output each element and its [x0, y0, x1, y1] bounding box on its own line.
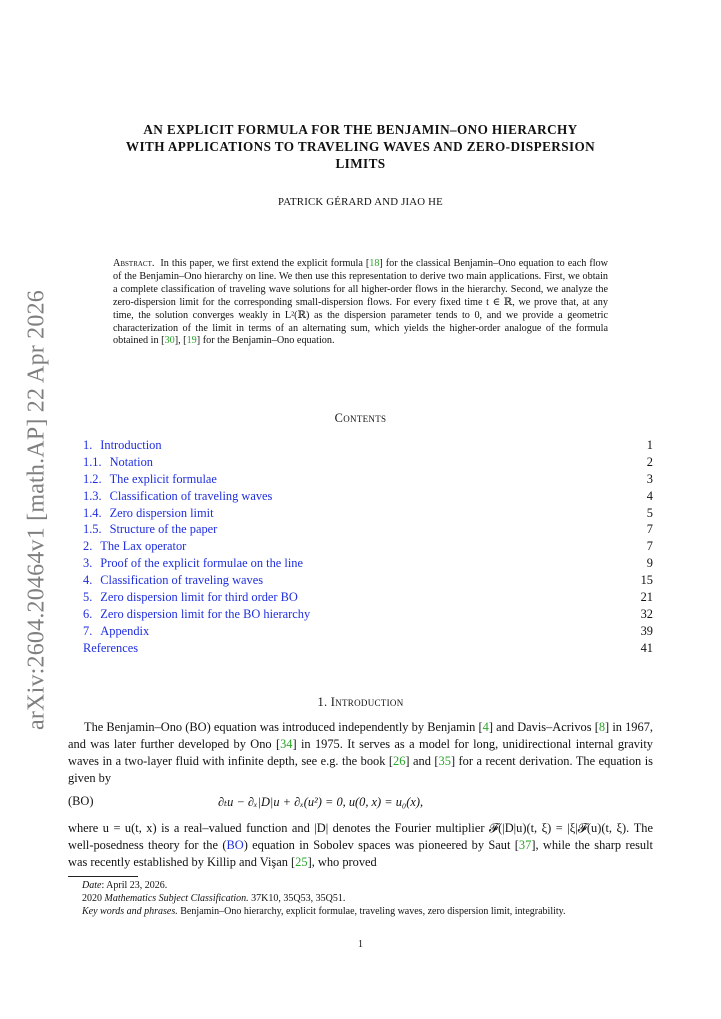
toc-entry-label[interactable]: Structure of the paper [109, 522, 218, 537]
footnote-value: : April 23, 2026. [101, 880, 168, 891]
toc-entry-label[interactable]: Classification of traveling waves [109, 488, 273, 503]
equation-body: ∂ₜu − ∂ₓ|D|u + ∂ₓ(u²) = 0, u(0, x) = u₀(x), [218, 795, 424, 809]
toc-entry-page: 1 [646, 438, 653, 452]
abstract-text: ] for the Benjamin–Ono equation. [196, 335, 335, 347]
footnotes [68, 879, 653, 918]
citation-link[interactable]: 37 [518, 838, 532, 852]
toc-entry-number: 4. [83, 573, 93, 588]
toc-entry-label[interactable]: Notation [109, 454, 153, 469]
paragraph-text: ) equation in Sobolev spaces was pioneered by Saut [ [243, 838, 519, 852]
title-line: LIMITS [335, 156, 386, 171]
contents-heading: Contents [334, 411, 387, 425]
footnote-value: 37K10, 35Q53, 35Q51. [248, 893, 346, 904]
toc-entry[interactable] [83, 437, 653, 454]
toc-entry[interactable] [83, 471, 653, 488]
toc-entry[interactable] [83, 640, 653, 657]
paper-title [60, 121, 661, 172]
title-line: WITH APPLICATIONS TO TRAVELING WAVES AND ZERO-DISPERSION [125, 139, 596, 154]
toc-entry-page: 41 [640, 640, 653, 655]
table-of-contents [83, 437, 653, 657]
abstract-text: ] for the classical Benjamin–Ono equation to each flow of the Benjamin–Ono hierarchy on line. We then use this representation to derive two main applications. First, we obtain a complete classification of traveling wave solutions for all higher-order flows in the hierarchy. Second, we analyze the zero-dispersion limit for the corresponding small-dispersion flows. For every fixed time t ∈ ℝ, we prove that, at any time, the solution converges weakly in L²(ℝ) as the dispersion parameter tends to 0, and we provide a geometric characterization of the limit in terms of an alternating sum, which yields the higher-order analogue of the formula obtained in [ [113, 258, 609, 347]
author-list: PATRICK GÉRARD AND JIAO HE [278, 196, 443, 208]
toc-entry-number: 5. [83, 590, 93, 605]
toc-entry-number: 1.5. [83, 522, 102, 537]
arxiv-identifier-stamp: arXiv:2604.20464v1 [math.AP] 22 Apr 2026 [23, 290, 50, 730]
paragraph-text: where u = u(t, x) is a real–valued function and |D| denotes the Fourier multiplier 𝓕(|D|u)(t, ξ) = |ξ|𝓕(u)(t, ξ). The well-posedness theory for the ( [68, 821, 653, 852]
footnote-divider [68, 876, 138, 877]
toc-entry[interactable] [83, 505, 653, 522]
paragraph-text: The Benjamin–Ono (BO) equation was introduced independently by Benjamin [ [84, 720, 483, 734]
equation-label: (BO) [68, 794, 94, 808]
citation-link[interactable]: 25 [295, 855, 308, 869]
toc-entry[interactable] [83, 572, 653, 589]
toc-entry-label[interactable]: The explicit formulae [109, 471, 217, 486]
toc-entry-page: 15 [640, 573, 653, 588]
intro-paragraph-continued [68, 820, 653, 871]
toc-entry-label[interactable]: Introduction [100, 438, 162, 452]
abstract [113, 258, 608, 348]
toc-entry[interactable] [83, 538, 653, 555]
toc-entry-page: 3 [646, 471, 653, 486]
abstract-label: Abstract. [113, 258, 155, 269]
toc-entry-page: 7 [646, 539, 653, 554]
toc-entry-number: 1. [83, 438, 93, 452]
footnote-msc [68, 892, 653, 905]
title-line: AN EXPLICIT FORMULA FOR THE BENJAMIN–ONO HIERARCHY [143, 122, 578, 137]
paragraph-text: ], while the sharp result was recently established by Killip and Vişan [ [68, 838, 653, 869]
toc-entry-page: 9 [646, 556, 653, 571]
citation-link[interactable]: 19 [186, 335, 197, 347]
toc-entry-label[interactable]: The Lax operator [100, 539, 187, 554]
citation-link[interactable]: 18 [369, 258, 380, 269]
bo-equation [68, 794, 653, 812]
toc-entry-label[interactable]: Zero dispersion limit for the BO hierarchy [100, 606, 311, 621]
equation-reference-link[interactable]: BO [226, 838, 244, 852]
toc-entry-number: 1.1. [83, 454, 102, 469]
toc-entry-label[interactable]: Proof of the explicit formulae on the line [100, 556, 303, 571]
toc-entry-page: 7 [646, 522, 653, 537]
paragraph-text: ] for a recent derivation. The equation is given by [68, 754, 653, 785]
footnote-label: Key words and phrases. [82, 906, 178, 917]
citation-link[interactable]: 26 [393, 754, 406, 768]
page-number: 1 [358, 939, 363, 950]
toc-entry-page: 2 [646, 454, 653, 469]
footnote-value: Benjamin–Ono hierarchy, explicit formulae, traveling waves, zero dispersion limit, integrability. [177, 906, 566, 917]
citation-link[interactable]: 34 [280, 737, 293, 751]
abstract-text: ], [ [174, 335, 187, 347]
footnote-keywords [68, 905, 653, 918]
toc-entry-number: 2. [83, 539, 93, 554]
toc-entry-label[interactable]: Appendix [100, 623, 150, 638]
paragraph-text: ] in 1967, and was later further developed by Ono [ [68, 720, 653, 751]
toc-entry-number: 1.3. [83, 488, 102, 503]
abstract-text: In this paper, we first extend the explicit formula [ [160, 258, 370, 269]
toc-entry[interactable] [83, 623, 653, 640]
toc-entry-number: 7. [83, 623, 93, 638]
section-heading: 1. Introduction [317, 695, 404, 709]
paragraph-text: ] and Davis–Acrivos [ [488, 720, 599, 734]
paragraph-text: ] and [ [405, 754, 439, 768]
toc-entry-label[interactable]: References [83, 640, 139, 655]
intro-paragraph [68, 719, 653, 787]
toc-entry[interactable] [83, 589, 653, 606]
toc-entry-page: 4 [646, 488, 653, 503]
toc-entry-number: 3. [83, 556, 93, 571]
toc-entry-page: 5 [646, 505, 653, 520]
toc-entry-page: 32 [640, 606, 653, 621]
toc-entry-label[interactable]: Classification of traveling waves [100, 573, 264, 588]
citation-link[interactable]: 30 [164, 335, 175, 347]
toc-entry-page: 21 [640, 590, 653, 605]
toc-entry[interactable] [83, 488, 653, 505]
toc-entry-number: 6. [83, 606, 93, 621]
citation-link[interactable]: 4 [482, 720, 489, 734]
toc-entry[interactable] [83, 454, 653, 471]
toc-entry-page: 39 [640, 623, 653, 638]
citation-link[interactable]: 35 [438, 754, 451, 768]
toc-entry-number: 1.2. [83, 471, 102, 486]
toc-entry-label[interactable]: Zero dispersion limit for third order BO [100, 590, 298, 605]
paragraph-text: ] in 1975. It serves as a model for long, unidirectional internal gravity waves in a two-layer fluid with infinite depth, see e.g. the book [ [68, 737, 653, 768]
toc-entry[interactable] [83, 606, 653, 623]
citation-link[interactable]: 8 [598, 720, 606, 734]
toc-entry[interactable] [83, 555, 653, 572]
paragraph-text: ], who proved [307, 855, 377, 869]
footnote-label: Mathematics Subject Classification. [104, 893, 249, 904]
footnote-date [68, 879, 653, 892]
toc-entry-number: 1.4. [83, 505, 102, 520]
footnote-label: Date [82, 880, 102, 891]
toc-entry-label[interactable]: Zero dispersion limit [109, 505, 214, 520]
footnote-prefix: 2020 [82, 893, 105, 904]
toc-entry[interactable] [83, 521, 653, 538]
